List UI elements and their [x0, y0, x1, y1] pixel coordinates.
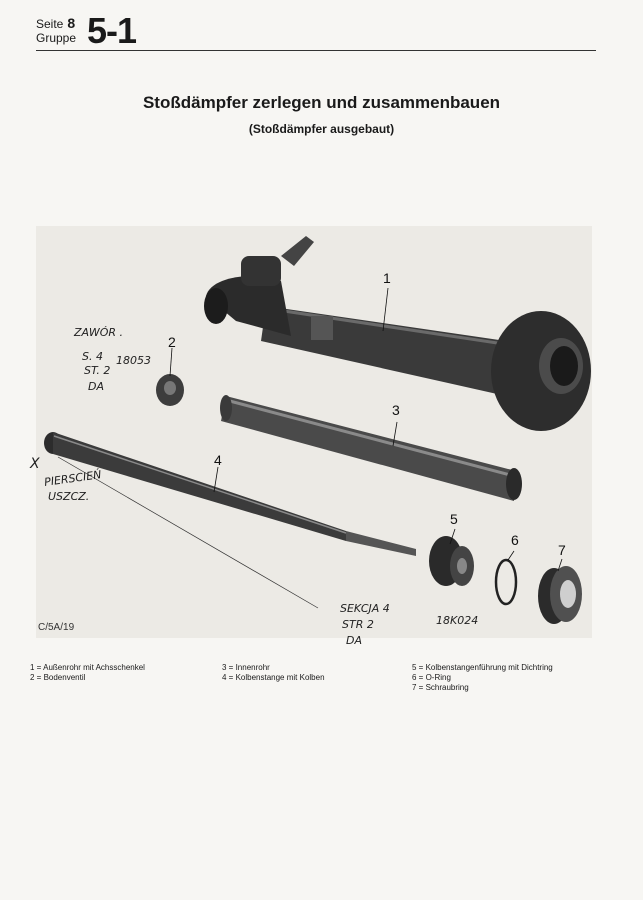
- exploded-view-figure: [30, 226, 592, 647]
- legend-item-4: 4 = Kolbenstange mit Kolben: [222, 673, 325, 682]
- handwriting-18k024: 18K024: [436, 614, 479, 627]
- part-label-7: 7: [558, 542, 566, 558]
- o-ring-drawing: [496, 560, 516, 604]
- inner-tube-drawing: [220, 395, 522, 501]
- legend-item-7: 7 = Schraubring: [412, 683, 469, 692]
- part-label-2: 2: [168, 334, 176, 350]
- page-header: [36, 10, 596, 54]
- part-label-5: 5: [450, 511, 458, 527]
- part-label-3: 3: [392, 402, 400, 418]
- gruppe-number: 5-1: [87, 10, 137, 51]
- handwriting-uszcz: USZCZ.: [48, 490, 90, 503]
- page-subtitle: (Stoßdämpfer ausgebaut): [248, 122, 395, 136]
- handwriting-18053: 18053: [116, 354, 151, 367]
- legend-column-2: [222, 663, 325, 683]
- seite-label: Seite: [36, 17, 64, 31]
- bottom-valve-drawing: [156, 374, 184, 406]
- legend-column-1: [30, 663, 145, 683]
- seite-number: 8: [67, 15, 76, 31]
- figure-code: C/5A/19: [38, 622, 75, 633]
- handwriting-s4: S. 4: [82, 350, 103, 363]
- legend-item-6: 6 = O-Ring: [412, 673, 451, 682]
- handwriting-da-2: DA: [346, 634, 362, 647]
- handwriting-pierscien: PIERSCIEŃ: [43, 468, 103, 489]
- handwriting-zawor: ZAWÓR .: [74, 326, 124, 339]
- header-labels: [36, 16, 76, 45]
- header-rule: [36, 50, 596, 51]
- part-label-6: 6: [511, 532, 519, 548]
- part-label-1: 1: [383, 270, 391, 286]
- gruppe-label: Gruppe: [36, 31, 77, 45]
- page-title: Stoßdämpfer zerlegen und zusammenbauen: [142, 93, 501, 112]
- threaded-ring-drawing: [538, 566, 582, 624]
- handwriting-sekcja: SEKCJA 4: [340, 602, 390, 615]
- legend-item-1: 1 = Außenrohr mit Achsschenkel: [30, 663, 145, 672]
- legend-item-5: 5 = Kolbenstangenführung mit Dichtring: [412, 663, 553, 672]
- part-label-4: 4: [214, 452, 222, 468]
- legend-column-3: [412, 663, 553, 693]
- rod-guide-drawing: [429, 536, 474, 586]
- handwriting-st2: ST. 2: [84, 364, 111, 377]
- handwriting-da-1: DA: [88, 380, 104, 393]
- exploded-view-drawing: [36, 226, 592, 638]
- legend-item-2: 2 = Bodenventil: [30, 673, 86, 682]
- handwriting-str2: STR 2: [342, 618, 374, 631]
- legend-item-3: 3 = Innenrohr: [222, 663, 270, 672]
- handwriting-x: X: [30, 456, 40, 472]
